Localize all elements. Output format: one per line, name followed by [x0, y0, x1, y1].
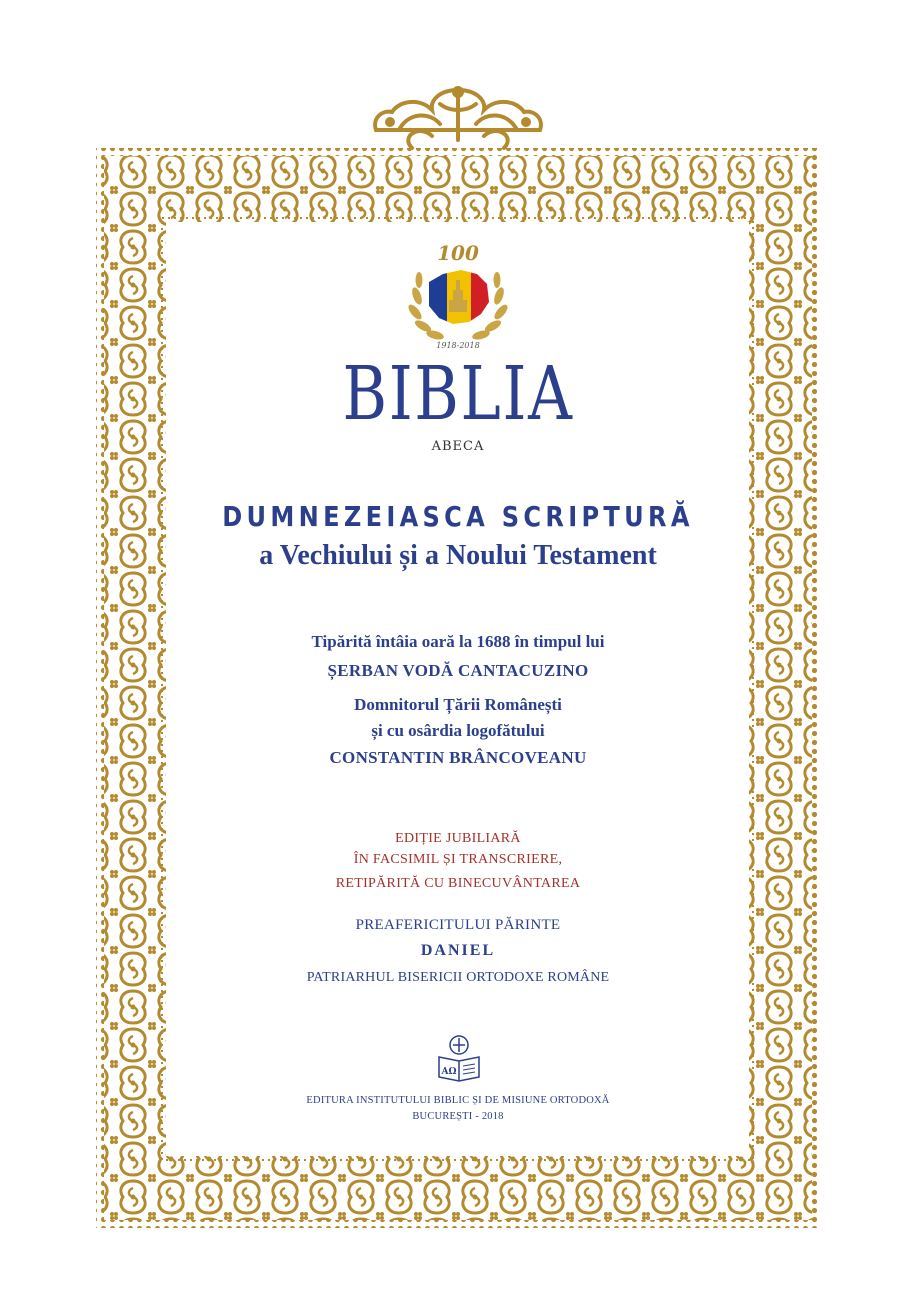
edition-line-1: EDIȚIE JUBILIARĂ [395, 831, 521, 846]
publisher-logo [436, 1033, 482, 1083]
blessing-line-2: DANIEL [420, 942, 496, 959]
history-line-5: CONSTANTIN BRÂNCOVEANU [329, 748, 587, 767]
emblem-number: 100 [437, 241, 479, 265]
main-subtitle: ABECA [431, 439, 485, 454]
history-line-2: ȘERBAN VODĂ CANTACUZINO [327, 661, 589, 680]
crest-ornament [375, 88, 541, 148]
emblem-years: 1918-2018 [436, 341, 480, 350]
edition-line-2: ÎN FACSIMIL ȘI TRANSCRIERE, [353, 852, 563, 867]
scripture-title: DUMNEZEIASCA SCRIPTURĂ [222, 500, 694, 533]
publisher-city-year: BUCUREȘTI - 2018 [412, 1111, 504, 1122]
centenary-emblem [403, 240, 513, 352]
logo-letters: AΩ [441, 1067, 457, 1077]
history-line-4: și cu osârdia logofătului [371, 721, 545, 740]
testament-subtitle: a Vechiului și a Noului Testament [259, 540, 657, 571]
history-line-1: Tipărită întâia oară la 1688 în timpul lui [311, 632, 605, 651]
publisher-name: EDITURA INSTITUTULUI BIBLIC ȘI DE MISIUNE ORTODOXĂ [306, 1095, 610, 1106]
blessing-line-3: PATRIARHUL BISERICII ORTODOXE ROMÂNE [306, 970, 610, 985]
main-title: BIBLIA [342, 351, 574, 437]
blessing-line-1: PREAFERICITULUI PĂRINTE [355, 917, 561, 933]
history-line-3: Domnitorul Țării Românești [354, 695, 562, 714]
edition-line-3: RETIPĂRITĂ CU BINECUVÂNTAREA [335, 876, 581, 891]
title-content [168, 225, 748, 1155]
